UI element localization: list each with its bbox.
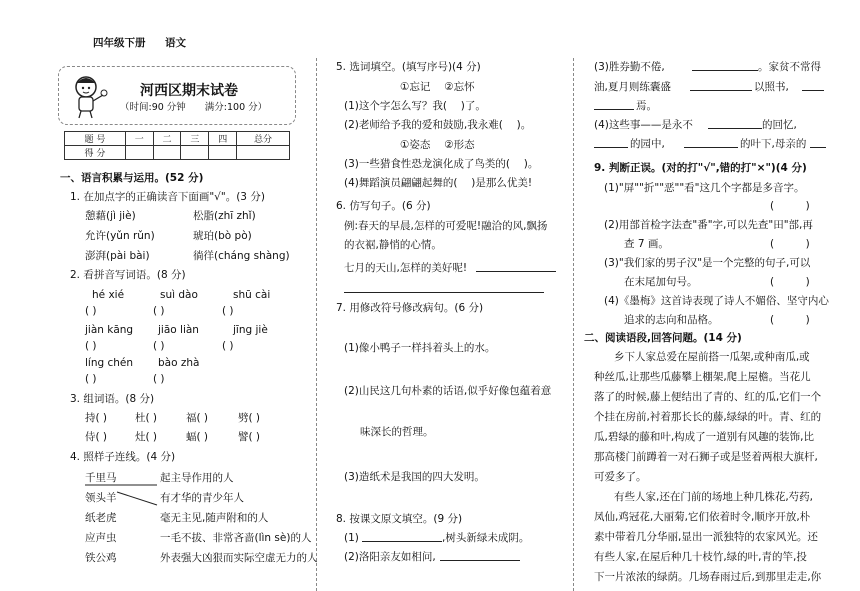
q2-pinyin: jiàn kāng xyxy=(85,324,134,336)
q2-title: 2. 看拼音写词语。(8 分) xyxy=(70,269,186,281)
q8-line: 油,夏月则练囊盛 xyxy=(594,81,671,93)
q4-left-item[interactable]: 领头羊 xyxy=(85,492,117,504)
q5-line[interactable]: (2)老师给予我的爱和鼓励,我永难( )。 xyxy=(344,119,532,131)
score-cell: 一 xyxy=(125,132,153,146)
score-value-row xyxy=(65,146,290,160)
q7-title: 7. 用修改符号修改病句。(6 分) xyxy=(336,302,484,314)
q8-line: 以照书, xyxy=(754,81,789,93)
q5-line[interactable]: (3)一些猎食性恐龙演化成了鸟类的( )。 xyxy=(344,158,539,170)
q5-title: 5. 选词填空。(填写序号)(4 分) xyxy=(336,61,481,73)
q8-answer-line[interactable] xyxy=(708,114,762,129)
q2-answer-bracket[interactable]: ( ) xyxy=(85,340,97,352)
column-divider xyxy=(316,58,317,591)
q4-left-item[interactable]: 应声虫 xyxy=(85,532,117,544)
q9-answer-bracket[interactable]: ( ) xyxy=(770,276,810,288)
score-cell: 四 xyxy=(209,132,237,146)
column-divider xyxy=(573,58,574,591)
exam-meta: （时间:90 分钟 满分:100 分） xyxy=(120,102,268,113)
q3-item[interactable]: 福( ) xyxy=(186,412,209,424)
q3-item[interactable]: 持( ) xyxy=(85,412,108,424)
q9-statement: (4)《墨梅》这首诗表现了诗人不媚俗、坚守内心 xyxy=(604,295,829,307)
q2-answer-bracket[interactable]: ( ) xyxy=(85,305,97,317)
q6-answer-line[interactable] xyxy=(476,257,556,272)
passage-line: 有些人家,在屋后种几十枝竹,绿的叶,青的竿,投 xyxy=(594,551,807,563)
q8-line: 焉。 xyxy=(636,100,657,112)
q4-right-item[interactable]: 外表强大凶狠而实际空虚无力的人 xyxy=(160,552,318,564)
student-mascot-icon xyxy=(68,75,108,119)
q9-title: 9. 判断正误。(对的打"√",错的打"×")(4 分) xyxy=(594,162,807,174)
q9-statement: 在末尾加句号。 xyxy=(624,276,698,288)
q9-statement: 追求的志向和品格。 xyxy=(624,314,719,326)
q3-item[interactable]: 灶( ) xyxy=(135,431,158,443)
q6-title: 6. 仿写句子。(6 分) xyxy=(336,200,431,212)
q8-line: 的叶下,母亲的 xyxy=(740,138,807,150)
q2-pinyin: jīng jiè xyxy=(233,324,268,336)
q3-item[interactable]: 蝠( ) xyxy=(186,431,209,443)
q2-pinyin: suì dào xyxy=(160,289,198,301)
q9-statement: (2)用部首检字法查"番"字,可以先查"田"部,再 xyxy=(604,219,813,231)
q8-answer-line[interactable] xyxy=(684,133,738,148)
q8-answer-line[interactable] xyxy=(692,56,758,71)
score-cell: 三 xyxy=(181,132,209,146)
section2-title: 二、阅读语段,回答问题。(14 分) xyxy=(584,332,742,344)
q1-item[interactable]: 允许(yǔn rǔn) xyxy=(85,230,155,242)
q5-options: ①姿态 ②形态 xyxy=(400,139,475,151)
q4-left-item[interactable]: 千里马 xyxy=(85,472,117,484)
q2-answer-bracket[interactable]: ( ) xyxy=(222,340,234,352)
q8-line: 的回忆, xyxy=(762,119,797,131)
q8-line: (3)胜券勤不倦, xyxy=(594,61,665,73)
q4-right-item[interactable]: 有才华的青少年人 xyxy=(160,492,244,504)
q6-example: 的衣裾,静悄的心情。 xyxy=(344,239,442,251)
passage-line: 那高楼门前蹲着一对石狮子或是竖着两根大旗杆, xyxy=(594,451,818,463)
q8-line: (2)洛阳亲友如相问, xyxy=(344,551,436,563)
q7-sentence[interactable]: (1)像小鸭子一样抖着头上的水。 xyxy=(344,342,496,354)
q8-answer-line[interactable] xyxy=(802,76,824,91)
section1-title: 一、语言积累与运用。(52 分) xyxy=(60,172,204,184)
q2-pinyin: líng chén xyxy=(85,357,134,369)
score-cell: 二 xyxy=(153,132,181,146)
q5-line[interactable]: (1)这个字怎么写？我( )了。 xyxy=(344,100,486,112)
q4-left-item[interactable]: 铁公鸡 xyxy=(85,552,117,564)
score-cell: 总分 xyxy=(237,132,290,146)
q9-answer-bracket[interactable]: ( ) xyxy=(770,200,810,212)
q4-title: 4. 照样子连线。(4 分) xyxy=(70,451,176,463)
q7-sentence[interactable]: (3)造纸术是我国的四大发明。 xyxy=(344,471,485,483)
score-cell[interactable] xyxy=(209,146,237,160)
grade-label: 四年级下册 xyxy=(93,37,146,49)
q3-item[interactable]: 杜( ) xyxy=(135,412,158,424)
reading-passage xyxy=(594,350,821,590)
passage-line: 有些人家,还在门前的场地上种几株花,芍药, xyxy=(614,491,814,503)
q7-sentence[interactable]: 味深长的哲理。 xyxy=(360,426,434,438)
score-cell[interactable] xyxy=(237,146,290,160)
q8-line: 的园中, xyxy=(630,138,665,150)
q9-statement: 查 7 画。 xyxy=(624,238,669,250)
q3-item[interactable]: 譬( ) xyxy=(238,431,261,443)
q8-line: (4)这些事——是永不 xyxy=(594,119,693,131)
passage-line: 可爱多了。 xyxy=(594,471,647,483)
q1-item[interactable]: 徜徉(cháng shàng) xyxy=(193,250,290,262)
q8-answer-line[interactable] xyxy=(440,546,520,561)
q3-item[interactable]: 劈( ) xyxy=(238,412,261,424)
q8-title: 8. 按课文原文填空。(9 分) xyxy=(336,513,463,525)
score-header-row xyxy=(65,132,290,146)
passage-line: 瓜,碧绿的藤和叶,构成了一道别有风趣的装饰,比 xyxy=(594,431,815,443)
passage-line: 凤仙,鸡冠花,大丽菊,它们依着时令,顺序开放,朴 xyxy=(594,511,811,523)
q4-right-item[interactable]: 毫无主见,随声附和的人 xyxy=(160,512,269,524)
q2-answer-bracket[interactable]: ( ) xyxy=(153,340,165,352)
passage-line: 下一片浓浓的绿荫。几场春雨过后,到那里走走,你 xyxy=(594,571,822,583)
score-cell[interactable] xyxy=(125,146,153,160)
q1-item[interactable]: 松脂(zhī zhǐ) xyxy=(193,210,256,222)
q2-answer-bracket[interactable]: ( ) xyxy=(153,305,165,317)
q2-answer-bracket[interactable]: ( ) xyxy=(222,305,234,317)
q4-right-item[interactable]: 起主导作用的人 xyxy=(160,472,234,484)
q2-answer-bracket[interactable]: ( ) xyxy=(85,373,97,385)
q8-answer-line[interactable] xyxy=(594,95,634,110)
q5-line[interactable]: (4)舞蹈演员翩翩起舞的( )是那么优美! xyxy=(344,177,533,189)
q3-item[interactable]: 侍( ) xyxy=(85,431,108,443)
q2-pinyin: shū cài xyxy=(233,289,271,301)
q2-pinyin: bào zhà xyxy=(158,357,200,369)
score-cell: 题 号 xyxy=(65,132,126,146)
q6-answer-line[interactable] xyxy=(344,278,544,293)
q8-answer-line[interactable] xyxy=(810,133,826,148)
q1-title: 1. 在加点字的正确读音下面画"√"。(3 分) xyxy=(70,191,265,203)
score-table xyxy=(64,131,290,160)
score-cell[interactable] xyxy=(181,146,209,160)
passage-line: 个挂在房前,衬着那长长的藤,绿绿的叶。青、红的 xyxy=(594,411,822,423)
passage-line: 落了的时候,藤上便结出了青的、红的瓜,它们一个 xyxy=(594,391,822,403)
q2-pinyin: hé xié xyxy=(92,289,125,301)
q1-item[interactable]: 琥珀(bò pò) xyxy=(193,230,252,242)
q4-right-item[interactable]: 一毛不拔、非常吝啬(lìn sè)的人 xyxy=(160,532,312,544)
q8-line: (1) xyxy=(344,532,359,544)
q8-line: 。家贫不常得 xyxy=(758,61,821,73)
q2-pinyin: jiāo liàn xyxy=(158,324,199,336)
q1-item[interactable]: 憩藉(jì jiè) xyxy=(85,210,136,222)
q2-answer-bracket[interactable]: ( ) xyxy=(153,373,165,385)
score-cell: 得 分 xyxy=(65,146,126,160)
exam-title: 河西区期末试卷 xyxy=(140,83,238,99)
q6-example: 例:春天的早晨,怎样的可爱呢!融洽的风,飘扬 xyxy=(344,220,548,232)
q4-left-item[interactable]: 纸老虎 xyxy=(85,512,117,524)
subject-label: 语文 xyxy=(165,37,186,49)
q9-answer-bracket[interactable]: ( ) xyxy=(770,314,810,326)
q8-answer-line[interactable] xyxy=(594,133,628,148)
q8-line: ,树头新绿未成阴。 xyxy=(442,532,530,544)
q9-statement: (1)"屏""折""恶""看"这几个字都是多音字。 xyxy=(604,182,805,194)
q5-options: ①忘记 ②忘怀 xyxy=(400,81,475,93)
q9-answer-bracket[interactable]: ( ) xyxy=(770,238,810,250)
q8-answer-line[interactable] xyxy=(362,527,442,542)
passage-line: 素中带着几分华丽,显出一派独特的农家风光。还 xyxy=(594,531,818,543)
q1-item[interactable]: 澎湃(pài bài) xyxy=(85,250,150,262)
q6-prompt: 七月的天山,怎样的美好呢! xyxy=(344,262,468,274)
q9-statement: (3)"我们家的男子汉"是一个完整的句子,可以 xyxy=(604,257,811,269)
passage-line: 乡下人家总爱在屋前搭一瓜架,或种南瓜,或 xyxy=(614,351,810,363)
q7-sentence[interactable]: (2)山民这几句朴素的话语,似乎好像包蕴着意 xyxy=(344,385,552,397)
q4-example-line xyxy=(85,470,165,510)
q8-answer-line[interactable] xyxy=(690,76,752,91)
passage-line: 种丝瓜,让那些瓜藤攀上棚架,爬上屋檐。当花儿 xyxy=(594,371,811,383)
score-cell[interactable] xyxy=(153,146,181,160)
q3-title: 3. 组词语。(8 分) xyxy=(70,393,155,405)
